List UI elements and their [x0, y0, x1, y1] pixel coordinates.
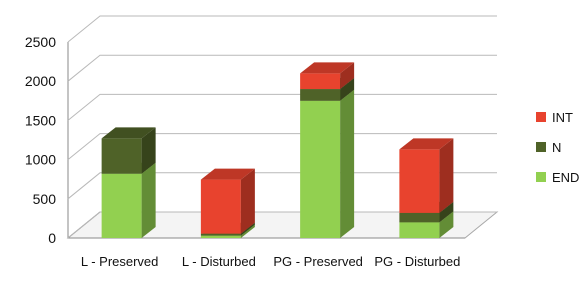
legend-item-n: [536, 140, 561, 155]
y-tick-label: 0: [48, 230, 56, 246]
bar-side: [142, 163, 156, 238]
legend-swatch: [536, 112, 546, 122]
bar-segment-end: [102, 163, 156, 238]
y-tick-label: 2000: [24, 73, 56, 90]
bar-front: [201, 236, 241, 238]
y-tick-label: 1000: [24, 151, 56, 168]
y-tick-label: 2500: [24, 34, 56, 50]
bar-front: [201, 180, 241, 234]
bar-front: [399, 149, 439, 213]
bar-segment-int: [201, 169, 255, 234]
bar-side: [340, 90, 354, 238]
y-tick-label: 1500: [24, 112, 56, 129]
bar-front: [399, 213, 439, 222]
x-category-label: PG - Preserved: [273, 254, 363, 269]
bar-front: [399, 222, 439, 238]
bar-side: [241, 169, 255, 234]
legend-label: END: [552, 170, 580, 185]
y-tick-label: 500: [32, 190, 56, 207]
legend-item-int: [536, 110, 573, 125]
legend-swatch: [536, 142, 546, 152]
bar-front: [102, 174, 142, 238]
gridline-2000: [68, 55, 497, 81]
bar-stack-1: [201, 169, 255, 238]
bar-stack-3: [399, 138, 453, 238]
bar-front: [300, 73, 340, 89]
bar-side: [439, 138, 453, 213]
bar-front: [300, 101, 340, 238]
bar-front: [300, 89, 340, 101]
x-category-label: L - Disturbed: [181, 254, 256, 269]
bar-stack-2: [300, 62, 354, 238]
legend-item-end: [536, 170, 579, 185]
bar-front: [102, 138, 142, 173]
bar-segment-end: [300, 90, 354, 238]
legend-swatch: [536, 172, 546, 182]
x-category-label: PG - Disturbed: [374, 254, 461, 269]
gridline-1500: [68, 94, 497, 120]
legend-label: N: [552, 140, 562, 155]
legend-label: INT: [552, 110, 573, 125]
bar-stack-0: [102, 127, 156, 238]
bar-front: [201, 234, 241, 236]
gridline-2500: [68, 16, 497, 42]
x-category-label: L - Preserved: [80, 254, 159, 269]
bar-segment-int: [399, 138, 453, 213]
bar-segment-n: [102, 127, 156, 173]
